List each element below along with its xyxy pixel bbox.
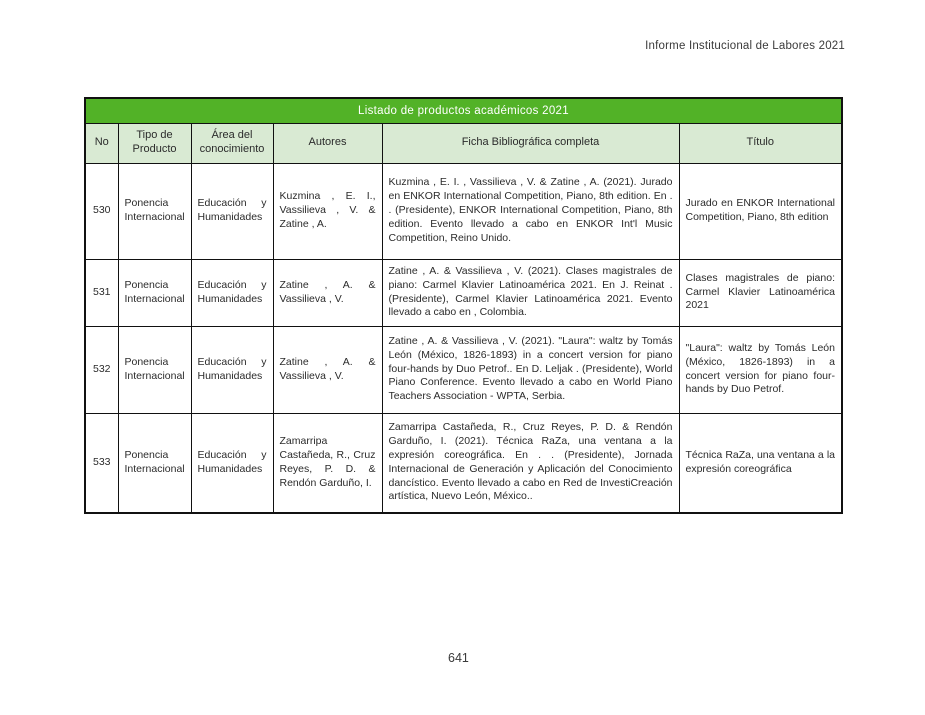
cell-autores: Kuzmina , E. I., Vassilieva , V. & Zatine , A. [273, 163, 382, 259]
cell-titulo: Clases magistrales de piano: Carmel Klavier Latinoamérica 2021 [679, 259, 842, 326]
cell-area-conocimiento: Educación y Humanidades [191, 163, 273, 259]
cell-autores: Zatine , A. & Vassilieva , V. [273, 326, 382, 413]
cell-ficha-bibliografica: Zatine , A. & Vassilieva , V. (2021). Clases magistrales de piano: Carmel Klavier Latinoamérica 2021. En J. Reinat . (Presidente), Carmel Klavier Latinoamérica 2021. Evento llevado a cabo en , Colombia. [382, 259, 679, 326]
column-header-area: Área del conocimiento [191, 123, 273, 163]
cell-tipo-producto: Ponencia Internacional [118, 326, 191, 413]
cell-no: 530 [85, 163, 118, 259]
cell-autores: Zamarripa Castañeda, R., Cruz Reyes, P. D. & Rendón Garduño, I. [273, 413, 382, 513]
table-title: Listado de productos académicos 2021 [85, 98, 842, 123]
cell-no: 532 [85, 326, 118, 413]
column-header-no: No [85, 123, 118, 163]
cell-no: 533 [85, 413, 118, 513]
cell-ficha-bibliografica: Zamarripa Castañeda, R., Cruz Reyes, P. D. & Rendón Garduño, I. (2021). Técnica RaZa, una ventana a la expresión coreográfica. En . . (Presidente), Jornada Internacional de Generación y Aplicación del Conocimiento dancístico. Evento llevado a cabo en Red de InvestiCreación artística, Nuevo León, México.. [382, 413, 679, 513]
cell-ficha-bibliografica: Kuzmina , E. I. , Vassilieva , V. & Zatine , A. (2021). Jurado en ENKOR International Competition, Piano, 8th edition. En . . (Presidente), ENKOR International Competition, Piano, 8th edition. Evento llevado a cabo en ENKOR Int'l Music Competition, Reino Unido. [382, 163, 679, 259]
table-row [85, 259, 842, 326]
products-table [84, 97, 843, 514]
cell-tipo-producto: Ponencia Internacional [118, 163, 191, 259]
cell-titulo: Técnica RaZa, una ventana a la expresión coreográfica [679, 413, 842, 513]
column-header-titulo: Título [679, 123, 842, 163]
table-title-row [85, 98, 842, 123]
table-row [85, 413, 842, 513]
cell-no: 531 [85, 259, 118, 326]
cell-area-conocimiento: Educación y Humanidades [191, 259, 273, 326]
cell-ficha-bibliografica: Zatine , A. & Vassilieva , V. (2021). "Laura": waltz by Tomás León (México, 1826-1893) in a concert version for piano four-hands by Duo Petrof.. En D. Leljak . (Presidente), World Piano Conference. Evento llevado a cabo en World Piano Teachers Association - WPTA, Serbia. [382, 326, 679, 413]
cell-titulo: "Laura": waltz by Tomás León (México, 1826-1893) in a concert version for piano four-hands by Duo Petrof. [679, 326, 842, 413]
report-title-header: Informe Institucional de Labores 2021 [645, 40, 845, 52]
column-header-ficha: Ficha Bibliográfica completa [382, 123, 679, 163]
column-header-autores: Autores [273, 123, 382, 163]
cell-area-conocimiento: Educación y Humanidades [191, 326, 273, 413]
cell-area-conocimiento: Educación y Humanidades [191, 413, 273, 513]
column-header-tipo: Tipo de Producto [118, 123, 191, 163]
table-row [85, 163, 842, 259]
cell-titulo: Jurado en ENKOR International Competition, Piano, 8th edition [679, 163, 842, 259]
cell-tipo-producto: Ponencia Internacional [118, 259, 191, 326]
cell-tipo-producto: Ponencia Internacional [118, 413, 191, 513]
cell-autores: Zatine , A. & Vassilieva , V. [273, 259, 382, 326]
page-number: 641 [448, 651, 469, 665]
table-row [85, 326, 842, 413]
table-header-row [85, 123, 842, 163]
